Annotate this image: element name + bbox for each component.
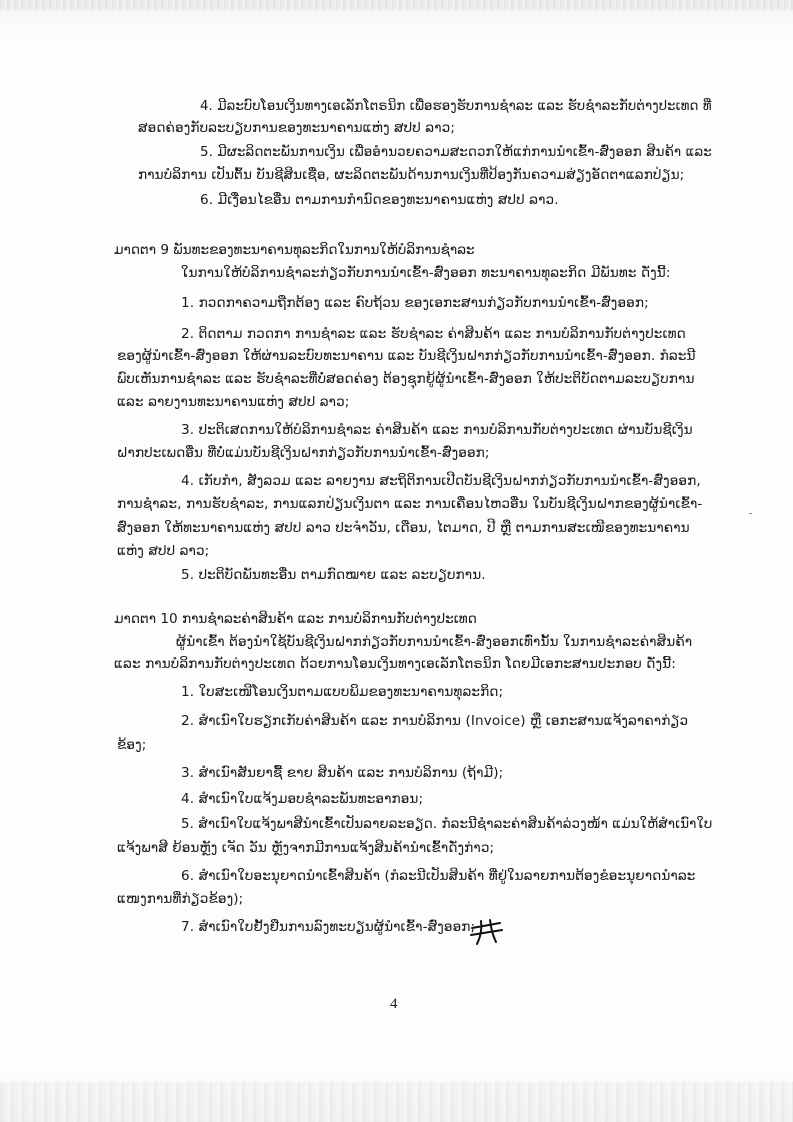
article-10-item-2-line-2: ຂ້ອງ; <box>117 737 147 753</box>
article-9-item-4-line-2: ການຊໍາລະ, ການຮັບຊໍາລະ, ການແລກປ່ຽນເງິນຕາ ແລະ ການເຄື່ອນໄຫວອື່ນ ໃນບັນຊີເງິນຝາກຂອງຜູ້ນໍາເຂົ້າ- <box>117 496 703 512</box>
article-10-intro-line-2: ແລະ ການບໍລິການກັບຕ່າງປະເທດ ດ້ວຍການໂອນເງິນທາງເອເລັກໂຕຣນິກ ໂດຍມີເອກະສານປະກອບ ດັ່ງນີ້: <box>114 656 676 672</box>
item-5-line-2: ການບໍລິການ ເປັນຕົ້ນ ບັນຊີສິນເຊື່ອ, ຜະລິດຕະພັນດ້ານການເງິນທີ່ປ້ອງກັນຄວາມສ່ຽງອັດຕາແລກປ່ຽນ; <box>138 167 685 183</box>
item-4-line-1: 4. ມີລະບົບໂອນເງິນທາງເອເລັກໂຕຣນິກ ເພື່ອຮອງຮັບການຊໍາລະ ແລະ ຮັບຊໍາລະກັບຕ່າງປະເທດ ທີ່ <box>200 98 712 114</box>
article-10-item-5-line-2: ແຈ້ງພາສີ ຍ້ອນຫຼັງ ເຈັດ ວັນ ຫຼັງຈາກມີການແຈ້ງສິນຄ້ານໍາເຂົ້າດັ່ງກ່າວ; <box>117 840 495 856</box>
scan-border-top <box>0 0 793 10</box>
article-10-item-4: 4. ສໍາເນົາໃບແຈ້ງມອບຊໍາລະພັນທະອາກອນ; <box>181 791 424 807</box>
article-9-item-2-line-4: ແລະ ລາຍງານທະນາຄານແຫ່ງ ສປປ ລາວ; <box>117 394 350 410</box>
scan-border-bottom <box>0 1082 793 1122</box>
article-9-item-2-line-1: 2. ຕິດຕາມ ກວດກາ ການຊໍາລະ ແລະ ຮັບຊໍາລະ ຄ່າສິນຄ້າ ແລະ ການບໍລິການກັບຕ່າງປະເທດ <box>181 326 686 342</box>
article-10-item-7: 7. ສໍາເນົາໃບຢັ້ງຢືນການລົງທະບຽນຜູ້ນໍາເຂົ້າ-ສົ່ງອອກ; <box>181 919 476 935</box>
article-9-item-4-line-1: 4. ເກັບກໍາ, ສັງລວມ ແລະ ລາຍງານ ສະຖິຕິການເປີດບັນຊີເງິນຝາກກ່ຽວກັບການນໍາເຂົ້າ-ສົ່ງອອກ, <box>181 473 701 489</box>
article-10-item-5-line-1: 5. ສໍາເນົາໃບແຈ້ງພາສີນໍາເຂົ້າເປັນລາຍລະອຽດ. ກໍລະນີຊໍາລະຄ່າສິນຄ້າລ່ວງໜ້າ ແມ່ນໃຫ້ສໍາເນົາໃບ <box>181 816 713 832</box>
article-10-intro-line-1: ຜູ້ນໍາເຂົ້າ ຕ້ອງນໍາໃຊ້ບັນຊີເງິນຝາກກ່ຽວກັບການນໍາເຂົ້າ-ສົ່ງອອກເທົ່ານັ້ນ ໃນການຊໍາລະຄ່າສິນຄ້າ <box>176 634 693 650</box>
article-10-item-1: 1. ໃບສະເໜີໂອນເງິນຕາມແບບພິມຂອງທະນາຄານທຸລະກິດ; <box>181 684 504 700</box>
article-9-item-4-line-3: ສົ່ງອອກ ໃຫ້ທະນາຄານແຫ່ງ ສປປ ລາວ ປະຈໍາວັນ, ເດືອນ, ໄຕມາດ, ປີ ຫຼື ຕາມການສະເໜີຂອງທະນາຄານ <box>117 520 690 536</box>
handwritten-initial <box>469 918 505 946</box>
item-5-line-1: 5. ມີຜະລິດຕະພັນການເງິນ ເພື່ອອໍານວຍຄວາມສະດວກໃຫ້ແກ່ການນໍາເຂົ້າ-ສົ່ງອອກ ສິນຄ້າ ແລະ <box>200 144 712 160</box>
scan-speck <box>749 513 752 514</box>
article-9-intro: ໃນການໃຫ້ບໍລິການຊໍາລະກ່ຽວກັບການນໍາເຂົ້າ-ສົ່ງອອກ ທະນາຄານທຸລະກິດ ມີພັນທະ ດັ່ງນີ້: <box>181 265 671 281</box>
article-10-heading: ມາດຕາ 10 ການຊໍາລະຄ່າສິນຄ້າ ແລະ ການບໍລິການກັບຕ່າງປະເທດ <box>114 611 477 627</box>
article-9-item-5: 5. ປະຕິບັດພັນທະອື່ນ ຕາມກົດໝາຍ ແລະ ລະບຽບການ. <box>181 567 486 583</box>
article-9-item-4-line-4: ແຫ່ງ ສປປ ລາວ; <box>117 543 210 559</box>
article-9-item-2-line-3: ພົບເຫັນການຊໍາລະ ແລະ ຮັບຊໍາລະທີ່ບໍ່ສອດຄ່ອງ ຕ້ອງຊຸກຍູ້ຜູ້ນໍາເຂົ້າ-ສົ່ງອອກ ໃຫ້ປະຕິບັດຕາມລະບຽບການ <box>117 371 695 387</box>
item-6: 6. ມີເງື່ອນໄຂອື່ນ ຕາມການກໍານົດຂອງທະນາຄານແຫ່ງ ສປປ ລາວ. <box>200 192 559 208</box>
article-10-item-6-line-2: ແໜງການທີ່ກ່ຽວຂ້ອງ); <box>117 891 244 907</box>
article-9-item-3-line-1: 3. ປະຕິເສດການໃຫ້ບໍລິການຊໍາລະ ຄ່າສິນຄ້າ ແລະ ການບໍລິການກັບຕ່າງປະເທດ ຜ່ານບັນຊີເງິນ <box>181 422 693 438</box>
article-9-heading: ມາດຕາ 9 ພັນທະຂອງທະນາຄານທຸລະກິດໃນການໃຫ້ບໍລິການຊໍາລະ <box>114 242 475 258</box>
article-10-item-2-line-1: 2. ສໍາເນົາໃບຮຽກເກັບຄ່າສິນຄ້າ ແລະ ການບໍລິການ (Invoice) ຫຼື ເອກະສານແຈ້ງລາຄາກ່ຽວ <box>181 713 689 729</box>
article-9-item-3-line-2: ຝາກປະເພດອື່ນ ທີ່ບໍ່ແມ່ນບັນຊີເງິນຝາກກ່ຽວກັບການນໍາເຂົ້າ-ສົ່ງອອກ; <box>117 445 490 461</box>
item-4-line-2: ສອດຄ່ອງກັບລະບຽບການຂອງທະນາຄານແຫ່ງ ສປປ ລາວ; <box>138 120 456 136</box>
article-9-item-1: 1. ກວດກາຄວາມຖືກຕ້ອງ ແລະ ຄົບຖ້ວນ ຂອງເອກະສານກ່ຽວກັບການນໍາເຂົ້າ-ສົ່ງອອກ; <box>181 295 649 311</box>
article-9-item-2-line-2: ຂອງຜູ້ນໍາເຂົ້າ-ສົ່ງອອກ ໃຫ້ຜ່ານລະບົບທະນາຄານ ແລະ ບັນຊີເງິນຝາກກ່ຽວກັບການນໍາເຂົ້າ-ສົ່ງອອກ. ກໍລະນີ <box>117 348 696 364</box>
article-10-item-6-line-1: 6. ສໍາເນົາໃບອະນຸຍາດນໍາເຂົ້າສິນຄ້າ (ກໍລະນີເປັນສິນຄ້າ ທີ່ຢູ່ໃນລາຍການຕ້ອງຂໍອະນຸຍາດນໍາລະ <box>181 868 696 884</box>
article-10-item-3: 3. ສໍາເນົາສັນຍາຊື້ ຂາຍ ສິນຄ້າ ແລະ ການບໍລິການ (ຖ້າມີ); <box>181 765 504 781</box>
page-number: 4 <box>390 996 398 1012</box>
